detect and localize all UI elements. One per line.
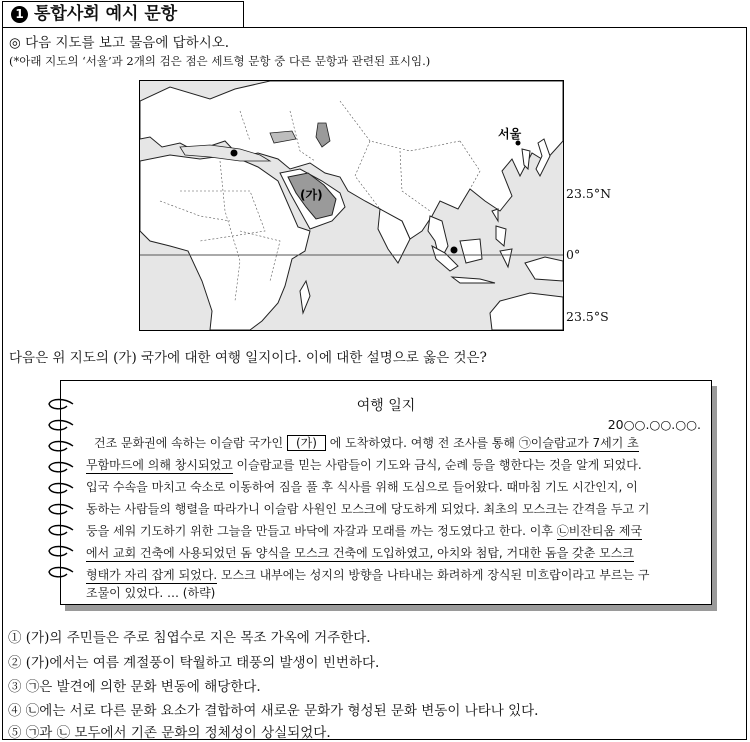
diary-line-6 [86,544,686,561]
diary-text: 둥을 세워 기도하기 위한 그늘을 만들고 바닥에 자갈과 모래를 까는 정도였다고 한다. 이후 [86,524,557,538]
diary-line-2 [86,456,686,473]
latitude-equator: 0° [566,247,581,262]
underline-b: ㉡비잔티움 제국 [556,524,643,538]
ga-label: (가) [300,188,323,202]
spiral-ring-icon [45,565,75,579]
underline-a-cont: 무함마드에 의해 창시되었고 [86,458,233,472]
diary-text: 에 도착하였다. 여행 전 조사를 통해 [325,436,519,450]
underline-a: ㉠이슬람교가 7세기 초 [518,436,639,450]
map-graphic [140,81,563,330]
diary-line-1 [94,434,694,451]
diary-line-8: 조물이 있었다. … (하략) [86,586,216,600]
diary-line-5 [86,522,686,539]
diary-text: 모스크 내부에는 성지의 방향을 나타내는 화려하게 장식된 미흐랍이라고 부르는 구 [217,568,650,582]
choice-1[interactable]: ① (가)의 주민들은 주로 침엽수로 지은 목조 가옥에 거주한다. [8,630,371,646]
diary-line-7 [86,566,686,583]
spiral-ring-icon [45,460,75,474]
seoul-label: 서울 [498,127,522,141]
choice-2[interactable]: ② (가)에서는 여름 계절풍이 탁월하고 태풍의 발생이 빈번하다. [8,655,380,671]
spiral-ring-icon [45,481,75,495]
choice-5[interactable]: ⑤ ㉠과 ㉡ 모두에서 기존 문화의 정체성이 상실되었다. [8,725,331,741]
diary-line-3: 입국 수속을 마치고 숙소로 이동하여 짐을 풀 후 식사를 위해 도심으로 들어왔다. 때마침 기도 시간인지, 이 [86,480,638,494]
diary-text: 건조 문화권에 속하는 이슬람 국가인 [94,436,287,450]
choice-4[interactable]: ④ ㉡에는 서로 다른 문화 요소가 결합하여 새로운 문화가 형성된 문화 변동이 나타나 있다. [8,703,539,719]
diary-date: 20○○.○○.○○. [607,417,701,432]
section-title [2,1,244,28]
question-lead: 다음은 위 지도의 (가) 국가에 대한 여행 일지이다. 이에 대한 설명으로 옳은 것은? [9,350,487,366]
spiral-ring-icon [45,418,75,432]
spiral-ring-icon [45,523,75,537]
question-number-badge: 1 [11,6,28,23]
map-note: (*아래 지도의 ‘서울’과 2개의 검은 점은 세트형 문항 중 다른 문항과 관련된 표시임.) [9,54,431,68]
latitude-23s: 23.5°S [566,309,609,324]
spiral-ring-icon [45,439,75,453]
diary-line-4: 동하는 사람들의 행렬을 따라가니 이슬람 사원인 모스크에 당도하게 되었다. 최초의 모스크는 간격을 두고 기 [86,502,650,516]
spiral-ring-icon [45,502,75,516]
travel-diary [60,380,712,605]
latitude-23n: 23.5°N [566,186,612,201]
underline-b-end: 형태가 자리 잡게 되었다. [86,568,218,582]
section-title-text: 통합사회 예시 문항 [34,4,178,24]
choice-3[interactable]: ③ ㉠은 발견에 의한 문화 변동에 해당한다. [8,679,261,695]
spiral-ring-icon [45,544,75,558]
diary-title: 여행 일지 [356,398,416,414]
world-map [139,80,564,331]
diary-text: 이슬람교를 믿는 사람들이 기도와 금식, 순례 등을 행한다는 것을 알게 되었다. [232,458,642,472]
question-prompt: ◎ 다음 지도를 보고 물음에 답하시오. [9,35,230,51]
underline-b-cont: 에서 교회 건축에 사용되었던 돔 양식을 모스크 건축에 도입하였고, 아치와 첨탑, 거대한 돔을 갖춘 모스크 [86,546,634,560]
ga-blank: (가) [287,435,326,451]
